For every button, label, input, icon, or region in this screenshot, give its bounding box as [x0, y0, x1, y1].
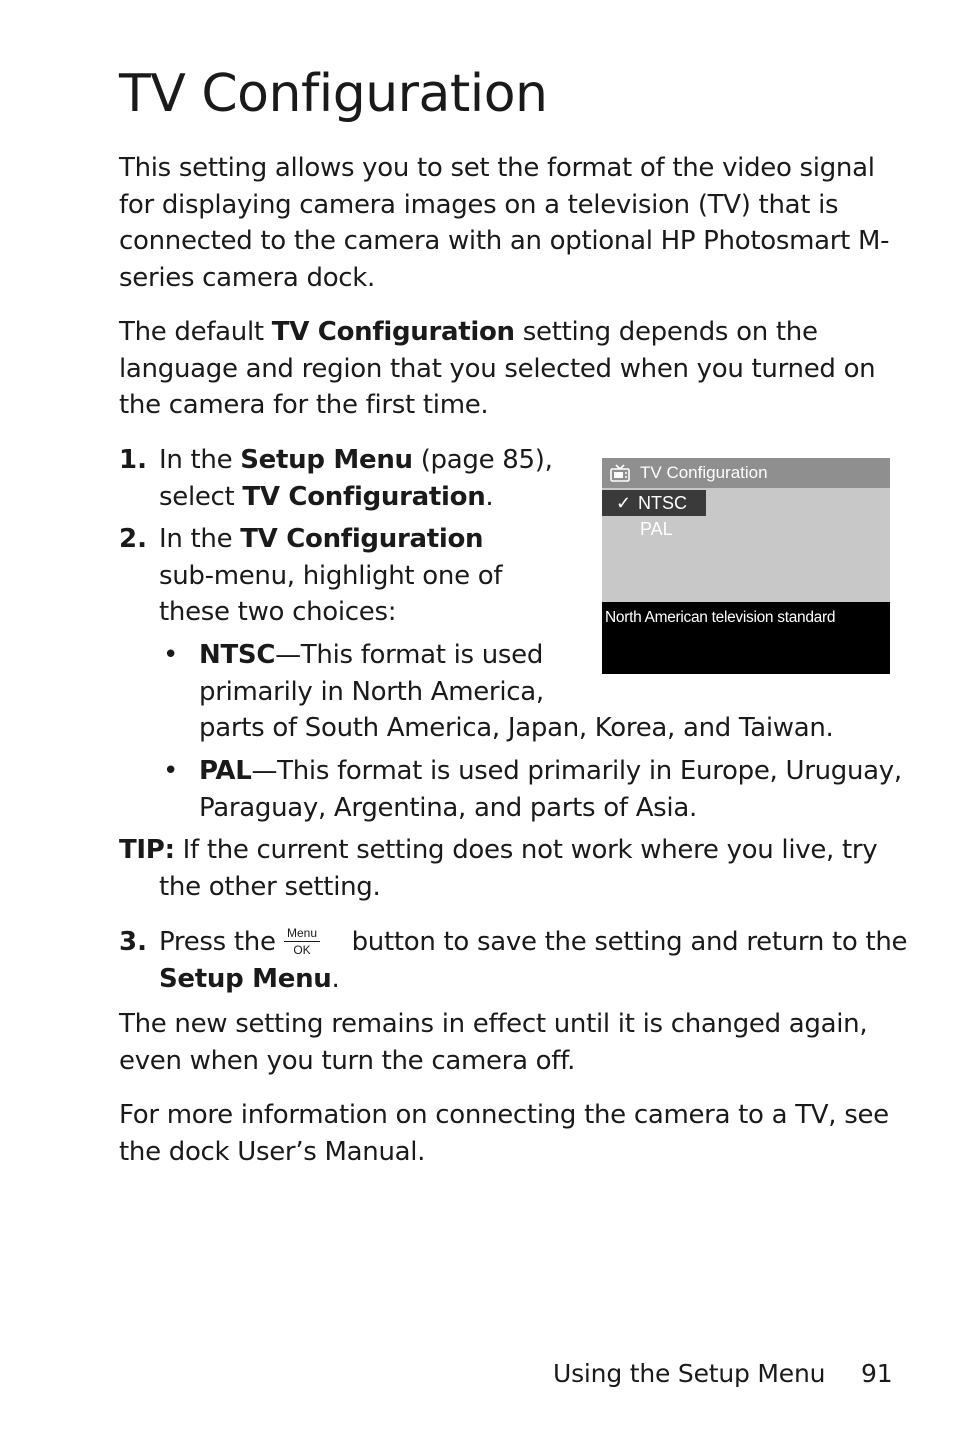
- tip-block: [119, 832, 919, 905]
- step-3-line-2: Setup Menu.: [159, 963, 340, 994]
- footer-page-number: 91: [861, 1359, 893, 1388]
- step-3-line-1: Press the button to save the setting and return to the: [159, 927, 908, 957]
- more-info-paragraph: For more information on connecting the camera to a TV, see the dock User’s Manual.: [119, 1100, 889, 1167]
- option-ntsc-label: NTSC: [638, 493, 687, 513]
- step-2-line-3: these two choices:: [159, 597, 397, 627]
- menu-ok-divider: [284, 941, 320, 942]
- screen-description: North American television standard: [605, 609, 836, 626]
- step-2-line-1: In the TV Configuration: [159, 524, 484, 554]
- bullet-pal-text: [199, 753, 919, 826]
- checkmark-icon: ✓: [616, 493, 632, 513]
- step-1-line-2: select TV Configuration.: [159, 481, 494, 512]
- screen-header: [602, 458, 890, 488]
- step-3-text: [159, 924, 919, 997]
- option-ntsc-selected[interactable]: [602, 490, 706, 516]
- bullet-ntsc-line-2: primarily in North America,: [199, 676, 544, 707]
- footer-section: Using the Setup Menu: [553, 1359, 826, 1388]
- tip-line-2: the other setting.: [159, 871, 381, 902]
- menu-label: Menu: [286, 926, 318, 940]
- menu-ok-button-icon: [280, 926, 324, 958]
- bullet-ntsc-glyph: •: [163, 640, 179, 670]
- new-setting-paragraph: The new setting remains in effect until it is changed again, even when you turn the camera off.: [119, 1009, 868, 1076]
- step-3-number: 3.: [119, 927, 147, 957]
- default-bold: TV Configuration: [271, 317, 515, 347]
- intro-paragraph: This setting allows you to set the format of the video signal for displaying camera images on a television (TV) that is connected to the camera with an optional HP Photosmart M-series camera dock.: [119, 153, 890, 293]
- step-1-text: [159, 442, 579, 515]
- step-2-number: 2.: [119, 524, 147, 554]
- bullet-pal-line-1: PAL—This format is used primarily in Europe, Uruguay,: [199, 756, 902, 786]
- bullet-pal-line-2: Paraguay, Argentina, and parts of Asia.: [199, 792, 697, 823]
- step-2-text: [159, 521, 579, 631]
- default-post: setting depends on the language and region that you selected when you turned on the camera for the first time.: [119, 317, 876, 420]
- step-1-line-1: In the Setup Menu (page 85),: [159, 445, 553, 475]
- camera-screen: [602, 458, 890, 674]
- step-2-line-2: sub-menu, highlight one of: [159, 560, 503, 591]
- tv-icon: [610, 464, 630, 482]
- default-pre: The default: [119, 317, 272, 347]
- default-paragraph: [119, 314, 909, 424]
- option-pal[interactable]: PAL: [640, 519, 673, 539]
- screen-description-bar: [602, 602, 890, 674]
- tip-line-1: TIP: If the current setting does not work where you live, try: [119, 835, 878, 865]
- page-title: TV Configuration: [119, 64, 548, 124]
- bullet-ntsc-line-3: parts of South America, Japan, Korea, and Taiwan.: [199, 713, 834, 743]
- screen-header-label: TV Configuration: [640, 463, 768, 482]
- step-1-number: 1.: [119, 445, 147, 475]
- ok-label: OK: [293, 943, 311, 957]
- bullet-pal-glyph: •: [163, 756, 179, 786]
- tip-label: TIP:: [119, 835, 175, 865]
- bullet-ntsc-line-1: NTSC—This format is used: [199, 640, 544, 670]
